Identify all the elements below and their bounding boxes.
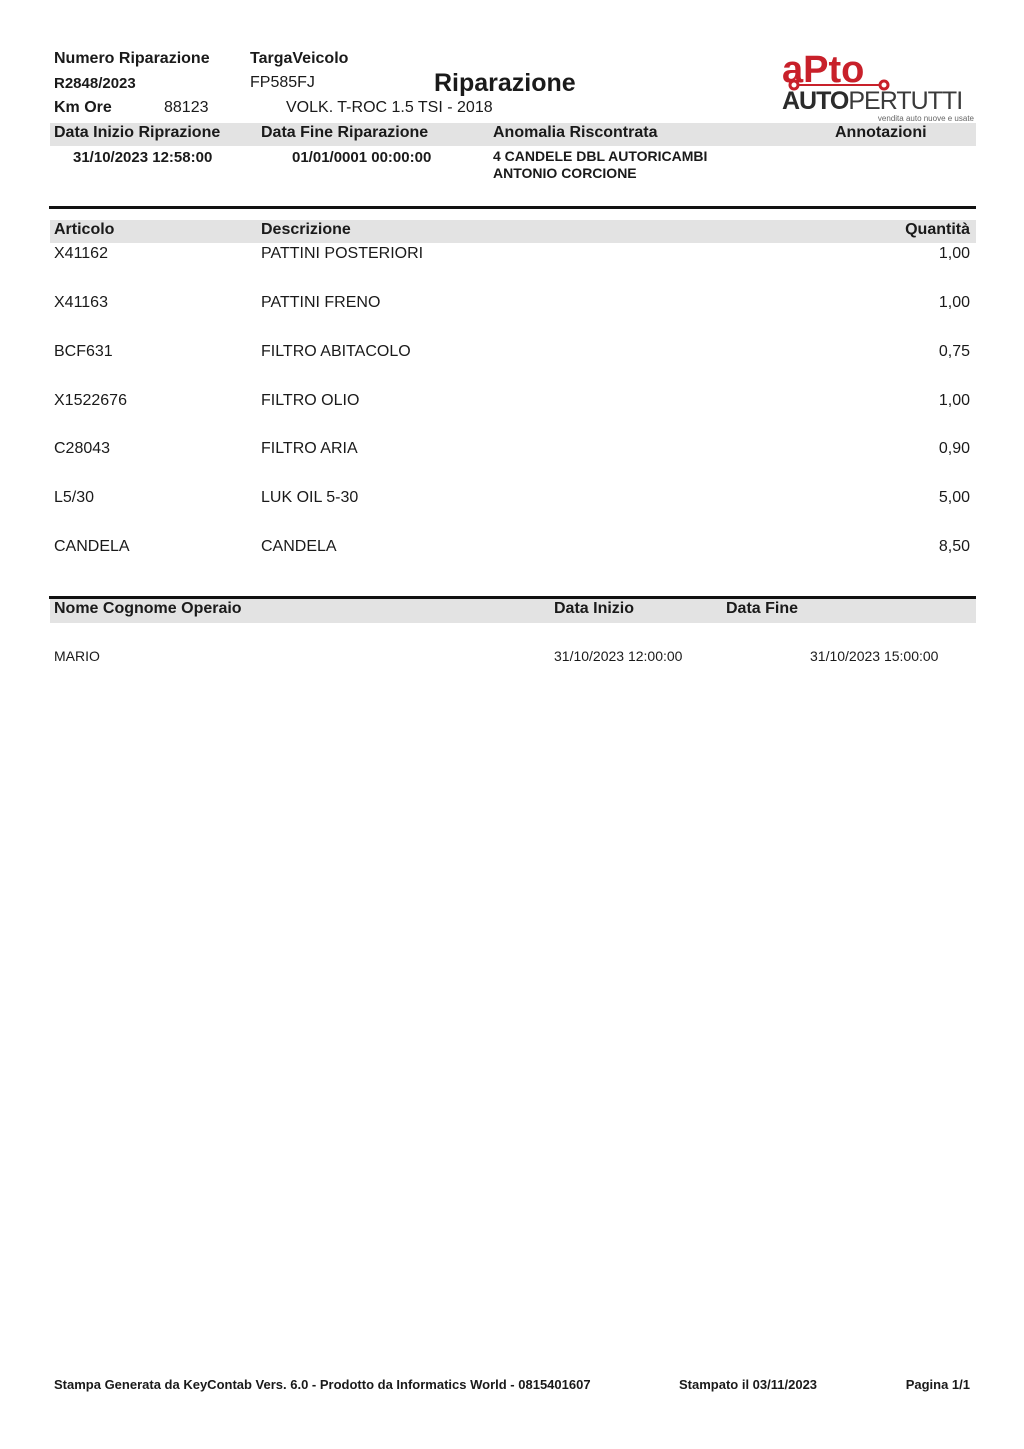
row-description: FILTRO ABITACOLO (261, 343, 411, 360)
page-title: Riparazione (434, 69, 576, 97)
logo-tagline: vendita auto nuove e usate (877, 114, 974, 123)
col-worker-name: Nome Cognome Operaio (54, 600, 242, 617)
anomaly-line-2: ANTONIO CORCIONE (493, 165, 637, 181)
logo-mark-text: aPto (782, 49, 865, 91)
anomaly-line-1: 4 CANDELE DBL AUTORICAMBI (493, 148, 708, 164)
numero-riparazione-value: R2848/2023 (54, 75, 136, 92)
km-ore-value: 88123 (164, 99, 209, 116)
notes-label: Annotazioni (835, 124, 927, 141)
logo-brand-pertutti: PERTUTTI (848, 87, 963, 115)
row-quantity: 0,75 (938, 343, 970, 360)
row-article: BCF631 (54, 343, 113, 360)
worker-start: 31/10/2023 12:00:00 (554, 648, 683, 664)
row-description: CANDELA (261, 538, 337, 555)
row-description: LUK OIL 5-30 (261, 489, 359, 506)
row-description: PATTINI FRENO (261, 294, 381, 311)
row-quantity: 1,00 (938, 245, 970, 262)
end-date-value: 01/01/0001 00:00:00 (292, 149, 432, 166)
row-description: FILTRO OLIO (261, 392, 360, 409)
start-date-label: Data Inizio Riprazione (54, 124, 221, 141)
items-top-rule (49, 206, 976, 209)
company-logo (780, 48, 976, 124)
col-quantity: Quantità (905, 221, 970, 238)
row-quantity: 8,50 (938, 538, 970, 555)
col-worker-start: Data Inizio (554, 600, 635, 617)
row-article: CANDELA (54, 538, 130, 555)
row-quantity: 1,00 (938, 294, 970, 311)
row-quantity: 0,90 (938, 440, 970, 457)
col-description: Descrizione (261, 221, 351, 238)
col-worker-end: Data Fine (726, 600, 799, 617)
start-date-value: 31/10/2023 12:58:00 (73, 149, 213, 166)
row-quantity: 1,00 (938, 392, 970, 409)
worker-end: 31/10/2023 15:00:00 (810, 648, 939, 664)
logo-brand-auto: AUTO (782, 87, 849, 115)
worker-name: MARIO (54, 648, 100, 664)
row-description: PATTINI POSTERIORI (261, 245, 424, 262)
numero-riparazione-label: Numero Riparazione (54, 50, 210, 67)
km-ore-label: Km Ore (54, 99, 112, 116)
end-date-label: Data Fine Riparazione (261, 124, 429, 141)
logo-brand (782, 87, 962, 116)
col-article: Articolo (54, 221, 115, 238)
anomaly-label: Anomalia Riscontrata (493, 124, 658, 141)
row-quantity: 5,00 (938, 489, 970, 506)
targa-veicolo-label: TargaVeicolo (250, 50, 349, 67)
row-article: L5/30 (54, 489, 95, 506)
targa-veicolo-value: FP585FJ (250, 74, 315, 91)
footer-printed: Stampato il 03/11/2023 (679, 1377, 818, 1392)
row-article: X41163 (54, 294, 108, 311)
footer-page: Pagina 1/1 (905, 1377, 970, 1392)
footer-generated: Stampa Generata da KeyContab Vers. 6.0 - Prodotto da Informatics World - 0815401607 (54, 1377, 591, 1392)
items-header-band (50, 220, 976, 243)
vehicle-model: VOLK. T-ROC 1.5 TSI - 2018 (286, 99, 493, 116)
row-article: X41162 (54, 245, 108, 262)
row-article: C28043 (54, 440, 111, 457)
row-article: X1522676 (54, 392, 127, 409)
row-description: FILTRO ARIA (261, 440, 358, 457)
